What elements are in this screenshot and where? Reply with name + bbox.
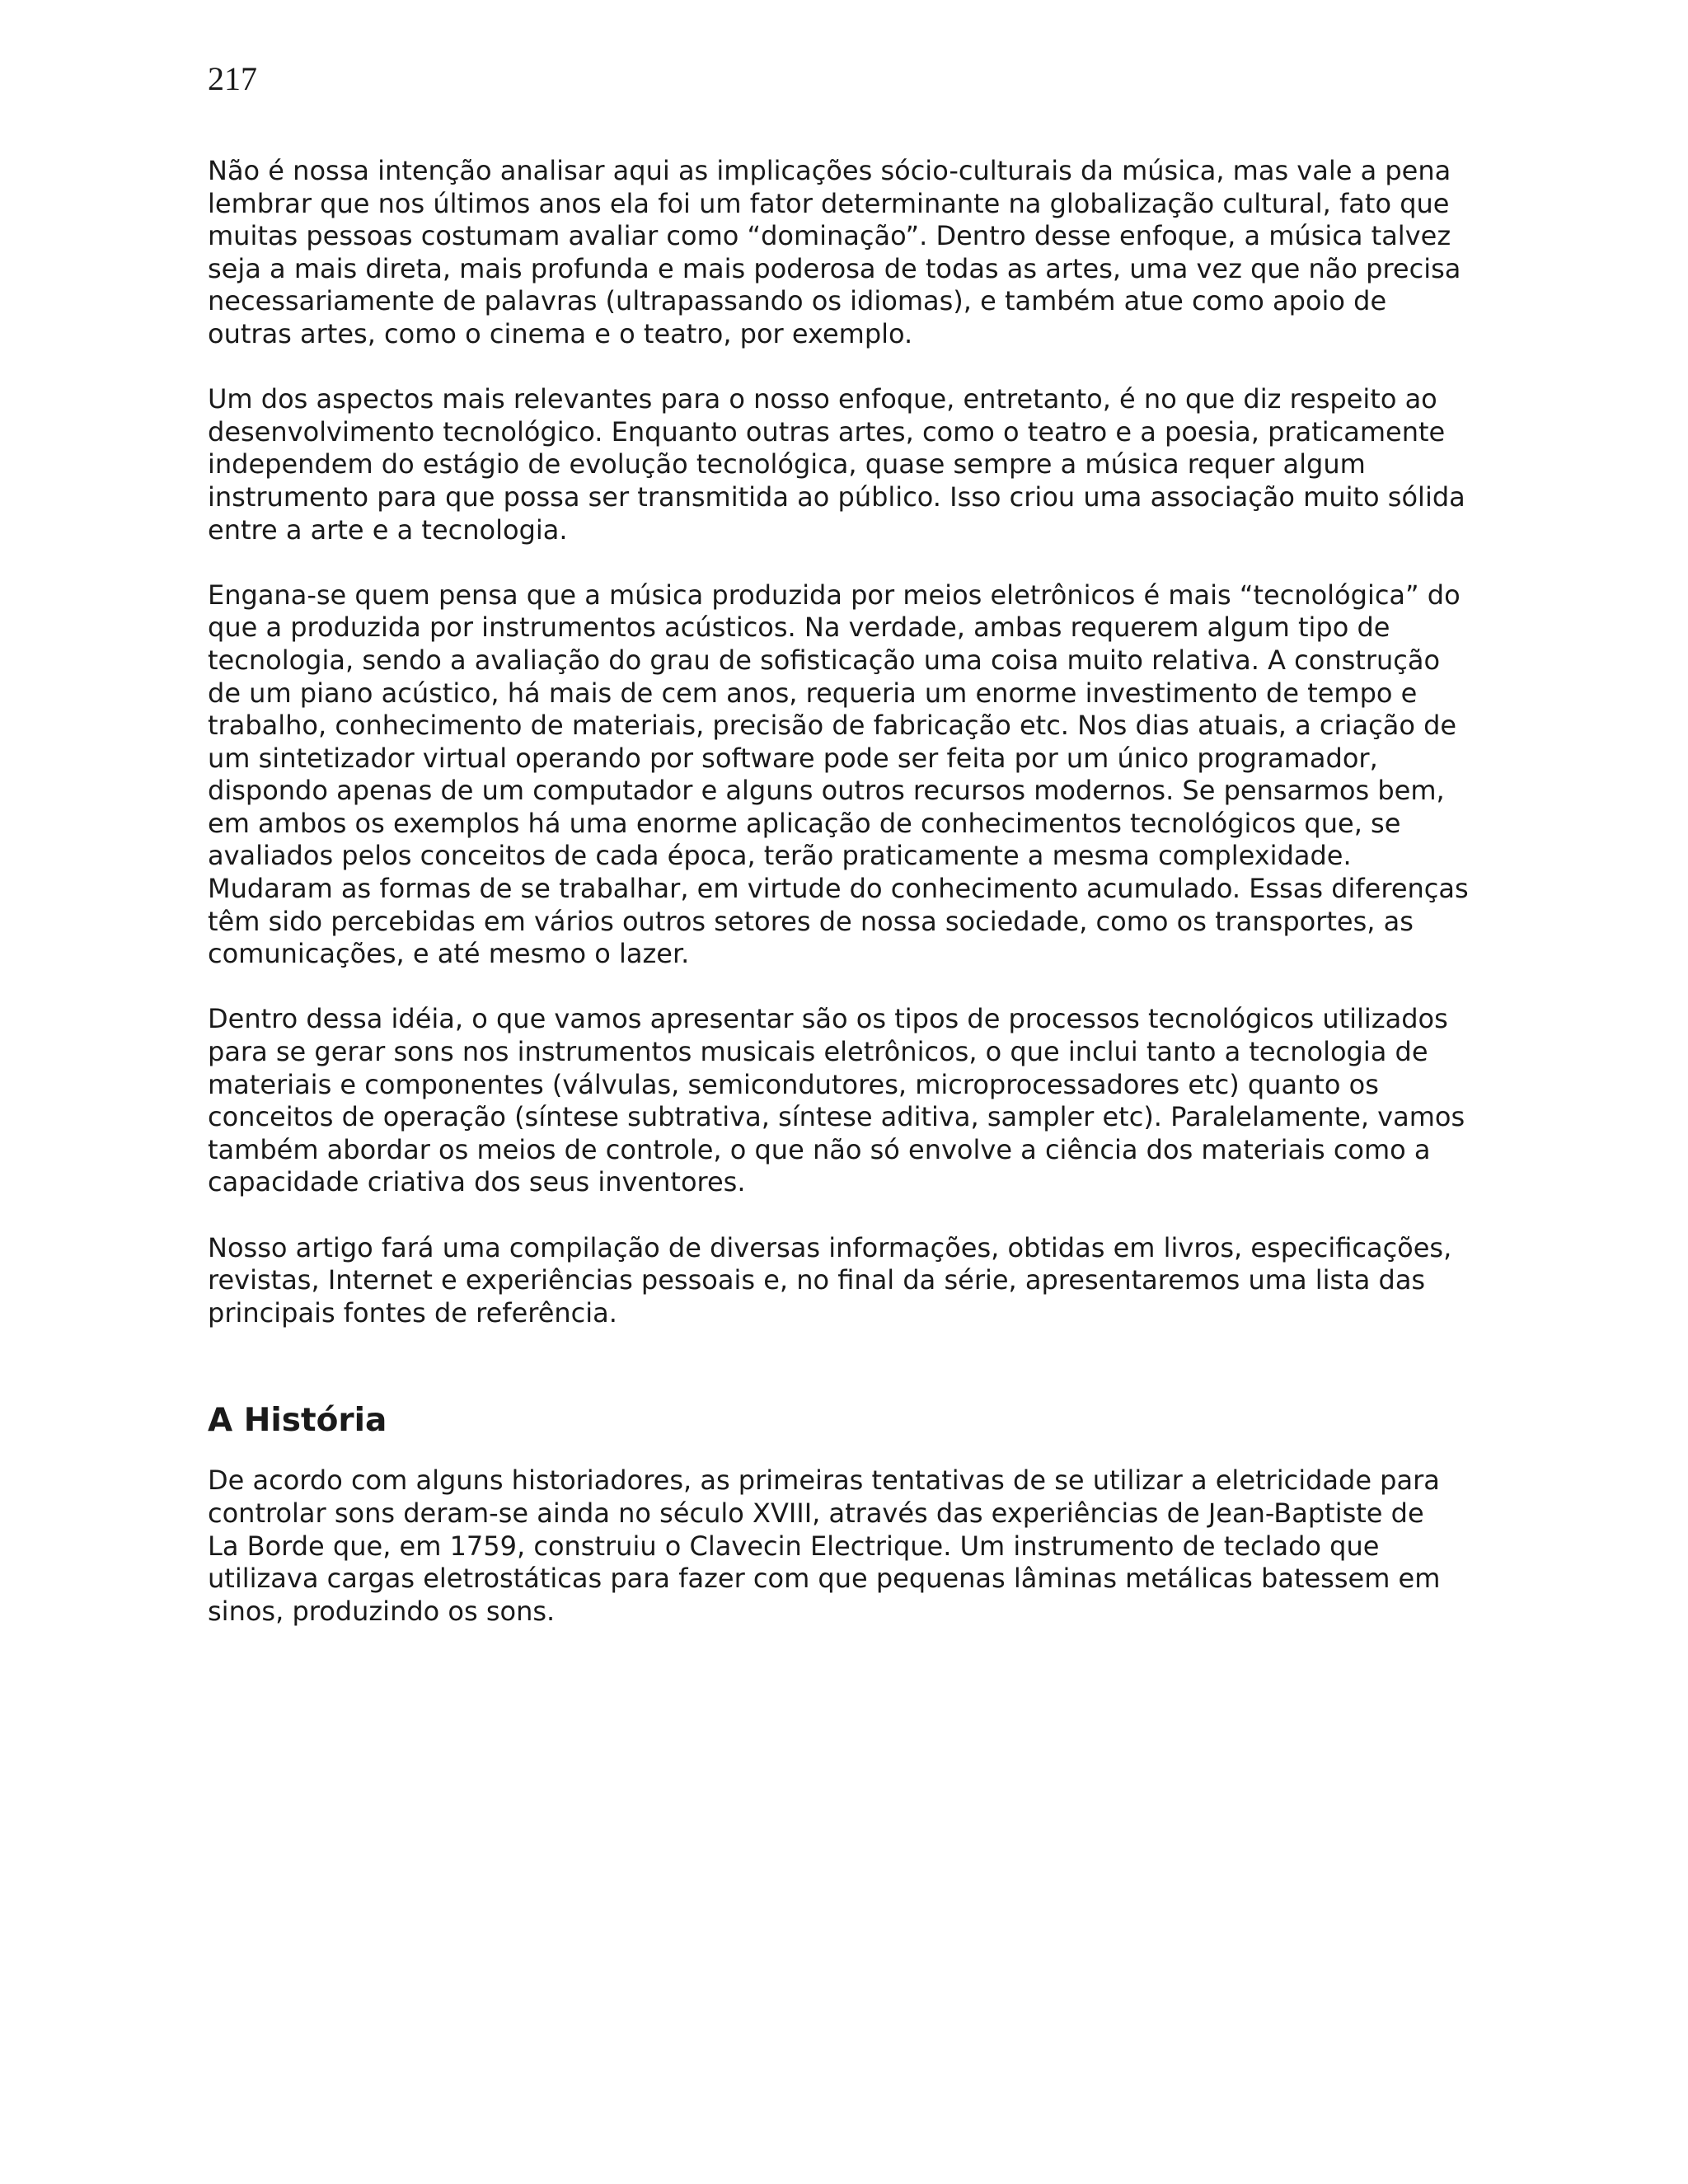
paragraph-line: conceitos de operação (síntese subtrativa, síntese aditiva, sampler etc). Paralelamente, vamos — [208, 1101, 1465, 1133]
paragraph-line: Dentro dessa idéia, o que vamos apresentar são os tipos de processos tecnológicos utilizados — [208, 1003, 1448, 1035]
paragraph-line: muitas pessoas costumam avaliar como “dominação”. Dentro desse enfoque, a música talvez — [208, 220, 1451, 252]
section-heading: A História — [208, 1402, 387, 1440]
body-paragraph-1 — [208, 155, 1526, 351]
body-paragraph-4 — [208, 1003, 1526, 1199]
paragraph-line: outras artes, como o cinema e o teatro, por exemplo. — [208, 317, 913, 349]
paragraph-line: La Borde que, em 1759, construiu o Clavecin Electrique. Um instrumento de teclado que — [208, 1530, 1380, 1562]
paragraph-line: Mudaram as formas de se trabalhar, em virtude do conhecimento acumulado. Essas diferenças — [208, 873, 1469, 905]
paragraph-line: desenvolvimento tecnológico. Enquanto outras artes, como o teatro e a poesia, praticamente — [208, 415, 1446, 448]
paragraph-line: têm sido percebidas em vários outros setores de nossa sociedade, como os transportes, as — [208, 905, 1414, 937]
paragraph-line: Não é nossa intenção analisar aqui as implicações sócio-culturais da música, mas vale a pena — [208, 155, 1451, 186]
paragraph-line: entre a arte e a tecnologia. — [208, 513, 568, 546]
body-paragraph-3 — [208, 579, 1526, 971]
paragraph-line: em ambos os exemplos há uma enorme aplicação de conhecimentos tecnológicos que, se — [208, 807, 1401, 839]
paragraph-line: controlar sons deram-se ainda no século XVIII, através das experiências de Jean-Baptiste de — [208, 1497, 1424, 1529]
paragraph-line: utilizava cargas eletrostáticas para fazer com que pequenas lâminas metálicas batessem em — [208, 1563, 1441, 1595]
paragraph-line: principais fontes de referência. — [208, 1296, 617, 1329]
paragraph-line: trabalho, conhecimento de materiais, precisão de fabricação etc. Nos dias atuais, a criação de — [208, 710, 1457, 742]
paragraph-line: lembrar que nos últimos anos ela foi um fator determinante na globalização cultural, fato que — [208, 187, 1450, 219]
paragraph-line: capacidade criativa dos seus inventores. — [208, 1166, 746, 1198]
paragraph-line: necessariamente de palavras (ultrapassando os idiomas), e também atue como apoio de — [208, 285, 1387, 317]
paragraph-line: materiais e componentes (válvulas, semicondutores, microprocessadores etc) quanto os — [208, 1068, 1379, 1100]
paragraph-line: sinos, produzindo os sons. — [208, 1595, 556, 1627]
paragraph-line: dispondo apenas de um computador e alguns outros recursos modernos. Se pensarmos bem, — [208, 775, 1445, 807]
paragraph-line: um sintetizador virtual operando por software pode ser feita por um único programador, — [208, 742, 1378, 774]
paragraph-line: instrumento para que possa ser transmitida ao público. Isso criou uma associação muito sólida — [208, 480, 1465, 513]
paragraph-line: revistas, Internet e experiências pessoais e, no final da série, apresentaremos uma lista das — [208, 1264, 1426, 1296]
paragraph-line: de um piano acústico, há mais de cem anos, requeria um enorme investimento de tempo e — [208, 677, 1418, 709]
paragraph-line: que a produzida por instrumentos acústicos. Na verdade, ambas requerem algum tipo de — [208, 612, 1390, 644]
section-paragraph-1 — [208, 1465, 1526, 1628]
paragraph-line: independem do estágio de evolução tecnológica, quase sempre a música requer algum — [208, 448, 1366, 480]
paragraph-line: seja a mais direta, mais profunda e mais poderosa de todas as artes, uma vez que não precisa — [208, 252, 1461, 284]
paragraph-line: Engana-se quem pensa que a música produzida por meios eletrônicos é mais “tecnológica” do — [208, 579, 1461, 611]
body-paragraph-2 — [208, 383, 1526, 546]
paragraph-line: comunicações, e até mesmo o lazer. — [208, 938, 690, 970]
paragraph-line: Um dos aspectos mais relevantes para o nosso enfoque, entretanto, é no que diz respeito ao — [208, 383, 1437, 415]
paragraph-line: também abordar os meios de controle, o que não só envolve a ciência dos materiais como a — [208, 1133, 1431, 1165]
body-paragraph-5 — [208, 1232, 1526, 1330]
paragraph-line: tecnologia, sendo a avaliação do grau de sofisticação uma coisa muito relativa. A construção — [208, 644, 1441, 676]
article-body — [208, 155, 1526, 1661]
page-number: 217 — [208, 60, 257, 97]
paragraph-line: avaliados pelos conceitos de cada época, terão praticamente a mesma complexidade. — [208, 840, 1352, 872]
paragraph-line: De acordo com alguns historiadores, as primeiras tentativas de se utilizar a eletricidade para — [208, 1465, 1440, 1497]
paragraph-line: para se gerar sons nos instrumentos musicais eletrônicos, o que inclui tanto a tecnologia de — [208, 1036, 1428, 1068]
paragraph-line: Nosso artigo fará uma compilação de diversas informações, obtidas em livros, especificações, — [208, 1231, 1452, 1263]
